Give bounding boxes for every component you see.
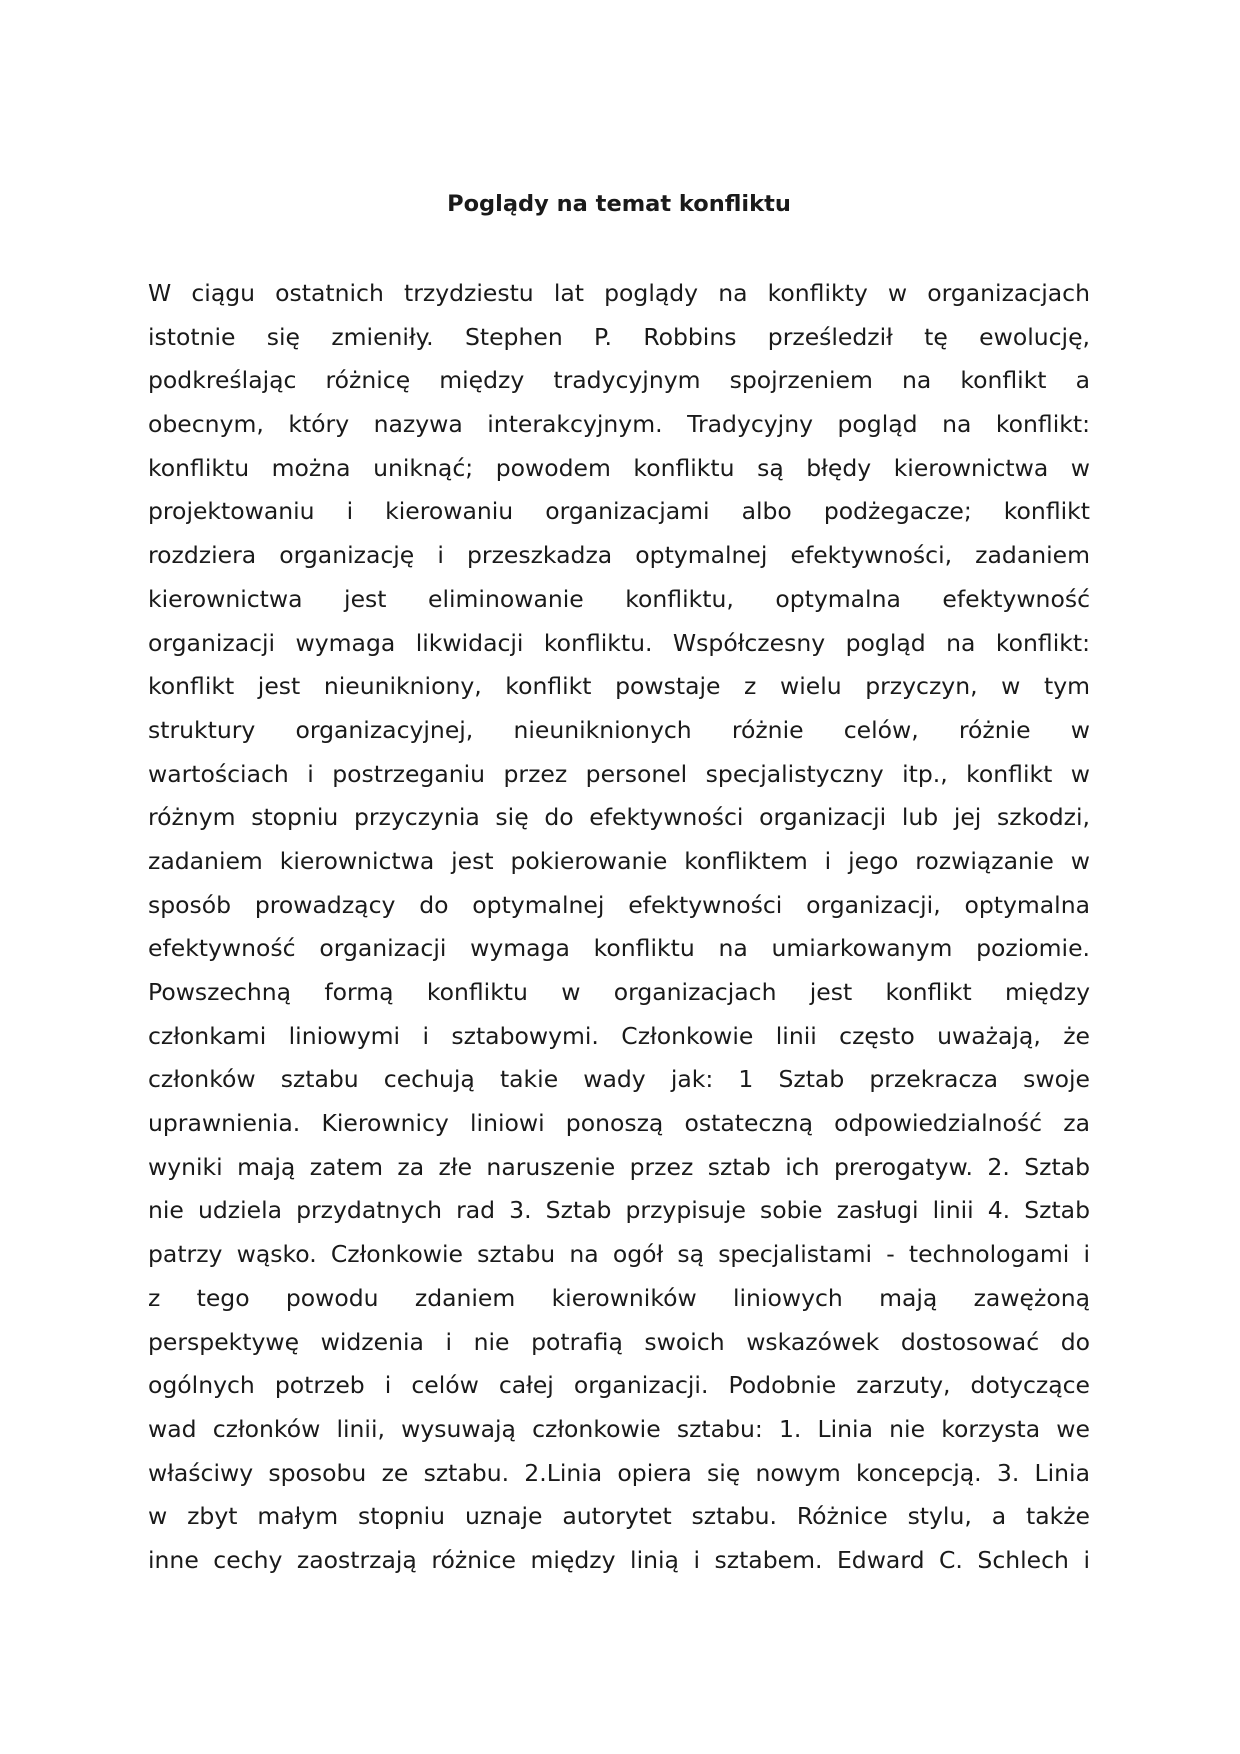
body-line: konflikt jest nieunikniony, konflikt powstaje z wielu przyczyn, w tym [148, 672, 1090, 701]
body-line: ogólnych potrzeb i celów całej organizacji. Podobnie zarzuty, dotyczące [148, 1371, 1090, 1400]
body-line: sposób prowadzący do optymalnej efektywności organizacji, optymalna [148, 890, 1090, 919]
document-body [148, 272, 1090, 1583]
body-line: w zbyt małym stopniu uznaje autorytet sztabu. Różnice stylu, a także [148, 1502, 1090, 1531]
body-line: perspektywę widzenia i nie potrafią swoich wskazówek dostosować do [148, 1327, 1090, 1356]
document-title: Poglądy na temat konfliktu [447, 191, 791, 217]
body-line: rozdziera organizację i przeszkadza optymalnej efektywności, zadaniem [148, 541, 1090, 570]
body-line: członków sztabu cechują takie wady jak: 1 Sztab przekracza swoje [148, 1065, 1090, 1094]
body-line: zadaniem kierownictwa jest pokierowanie konfliktem i jego rozwiązanie w [148, 846, 1090, 875]
body-line: podkreślając różnicę między tradycyjnym spojrzeniem na konflikt a [148, 366, 1090, 395]
body-line: inne cechy zaostrzają różnice między linią i sztabem. Edward C. Schlech i [148, 1545, 1090, 1574]
body-line: istotnie się zmieniły. Stephen P. Robbins prześledził tę ewolucję, [148, 322, 1090, 351]
body-line: właściwy sposobu ze sztabu. 2.Linia opiera się nowym koncepcją. 3. Linia [148, 1458, 1090, 1487]
body-line: obecnym, który nazywa interakcyjnym. Tradycyjny pogląd na konflikt: [148, 410, 1090, 439]
body-line: z tego powodu zdaniem kierowników liniowych mają zawężoną [148, 1283, 1090, 1312]
body-line: członkami liniowymi i sztabowymi. Członkowie linii często uważają, że [148, 1021, 1090, 1050]
body-line: nie udziela przydatnych rad 3. Sztab przypisuje sobie zasługi linii 4. Sztab [148, 1196, 1090, 1225]
body-line: organizacji wymaga likwidacji konfliktu. Współczesny pogląd na konflikt: [148, 628, 1090, 657]
body-line: różnym stopniu przyczynia się do efektywności organizacji lub jej szkodzi, [148, 803, 1090, 832]
body-line: wad członków linii, wysuwają członkowie sztabu: 1. Linia nie korzysta we [148, 1414, 1090, 1443]
body-line: kierownictwa jest eliminowanie konfliktu, optymalna efektywność [148, 584, 1090, 613]
body-line: struktury organizacyjnej, nieuniknionych różnie celów, różnie w [148, 715, 1090, 744]
body-line: Powszechną formą konfliktu w organizacjach jest konflikt między [148, 978, 1090, 1006]
body-line: projektowaniu i kierowaniu organizacjami albo podżegacze; konflikt [148, 497, 1090, 526]
body-line: uprawnienia. Kierownicy liniowi ponoszą ostateczną odpowiedzialność za [148, 1109, 1090, 1138]
body-line: efektywność organizacji wymaga konfliktu na umiarkowanym poziomie. [148, 934, 1090, 963]
body-line: konfliktu można uniknąć; powodem konfliktu są błędy kierownictwa w [148, 453, 1090, 482]
body-line: W ciągu ostatnich trzydziestu lat poglądy na konflikty w organizacjach [148, 279, 1090, 307]
body-line: wyniki mają zatem za złe naruszenie przez sztab ich prerogatyw. 2. Sztab [148, 1152, 1090, 1181]
body-line: wartościach i postrzeganiu przez personel specjalistyczny itp., konflikt w [148, 759, 1090, 788]
body-line: patrzy wąsko. Członkowie sztabu na ogół są specjalistami - technologami i [148, 1240, 1090, 1269]
